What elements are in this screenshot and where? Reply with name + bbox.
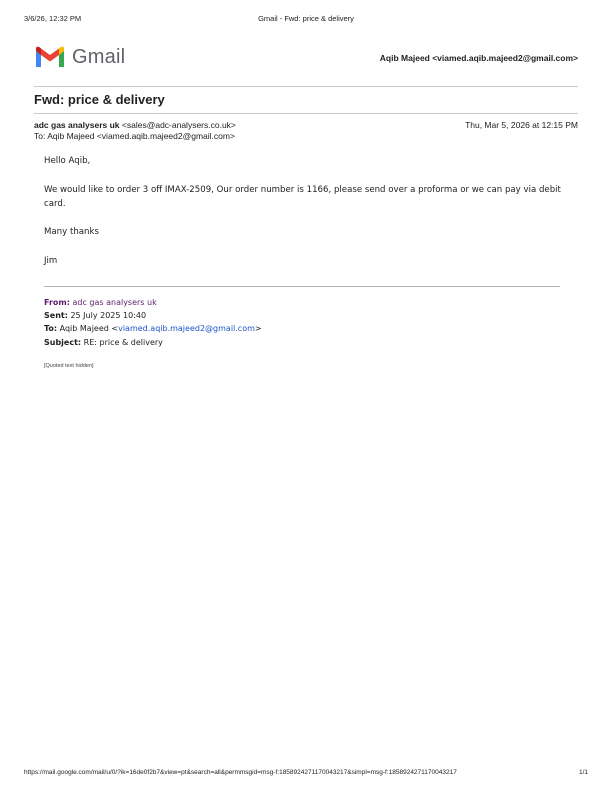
quote-divider <box>44 286 560 287</box>
body-paragraph: We would like to order 3 off IMAX-2509, Our order number is 1166, please send over a proforma or we can pay via debit card. <box>44 185 561 209</box>
email-subject: Fwd: price & delivery <box>34 92 165 107</box>
print-url: https://mail.google.com/mail/u/0/?ik=16de0f2b7&view=pt&search=all&permmsgid=msg-f:1858924271170043217&simpl=msg-f:1858924271170043217 <box>24 769 457 776</box>
quoted-from-label: From: <box>44 298 70 307</box>
body-signature: Jim <box>44 256 58 266</box>
print-page-number: 1/1 <box>578 769 588 776</box>
body-thanks: Many thanks <box>44 227 99 237</box>
email-sender <box>34 120 236 130</box>
header-divider <box>34 86 578 87</box>
quoted-to <box>44 322 262 335</box>
print-datetime: 3/6/26, 12:32 PM <box>24 14 82 23</box>
sender-name: adc gas analysers uk <box>34 120 120 130</box>
email-recipient: To: Aqib Majeed <viamed.aqib.majeed2@gmail.com> <box>34 131 235 141</box>
quoted-sent-value: 25 July 2025 10:40 <box>70 311 147 320</box>
quoted-subject-value: RE: price & delivery <box>83 338 163 347</box>
gmail-brand[interactable] <box>34 44 125 70</box>
quoted-text-hidden-toggle[interactable]: [Quoted text hidden] <box>44 363 94 369</box>
quoted-to-label: To: <box>44 324 58 333</box>
print-footer <box>24 769 588 779</box>
account-label: Aqib Majeed <viamed.aqib.majeed2@gmail.com> <box>379 53 578 63</box>
quoted-from <box>44 296 157 309</box>
quoted-from-value: adc gas analysers uk <box>72 298 157 307</box>
quoted-subject-label: Subject: <box>44 338 82 347</box>
sender-address: <sales@adc-analysers.co.uk> <box>121 120 236 130</box>
subject-divider <box>34 113 578 114</box>
quoted-sent-label: Sent: <box>44 311 68 320</box>
quoted-subject <box>44 336 163 349</box>
print-header <box>24 14 588 26</box>
gmail-wordmark: Gmail <box>72 45 126 68</box>
print-page-title: Gmail - Fwd: price & delivery <box>258 14 354 23</box>
body-greeting: Hello Aqib, <box>44 156 91 166</box>
quoted-sent <box>44 309 146 322</box>
quoted-to-suffix: > <box>254 324 262 333</box>
gmail-m-icon <box>34 45 66 69</box>
quoted-to-email-link[interactable]: viamed.aqib.majeed2@gmail.com <box>118 324 255 333</box>
quoted-to-name: Aqib Majeed < <box>59 324 119 333</box>
email-date: Thu, Mar 5, 2026 at 12:15 PM <box>465 120 578 130</box>
